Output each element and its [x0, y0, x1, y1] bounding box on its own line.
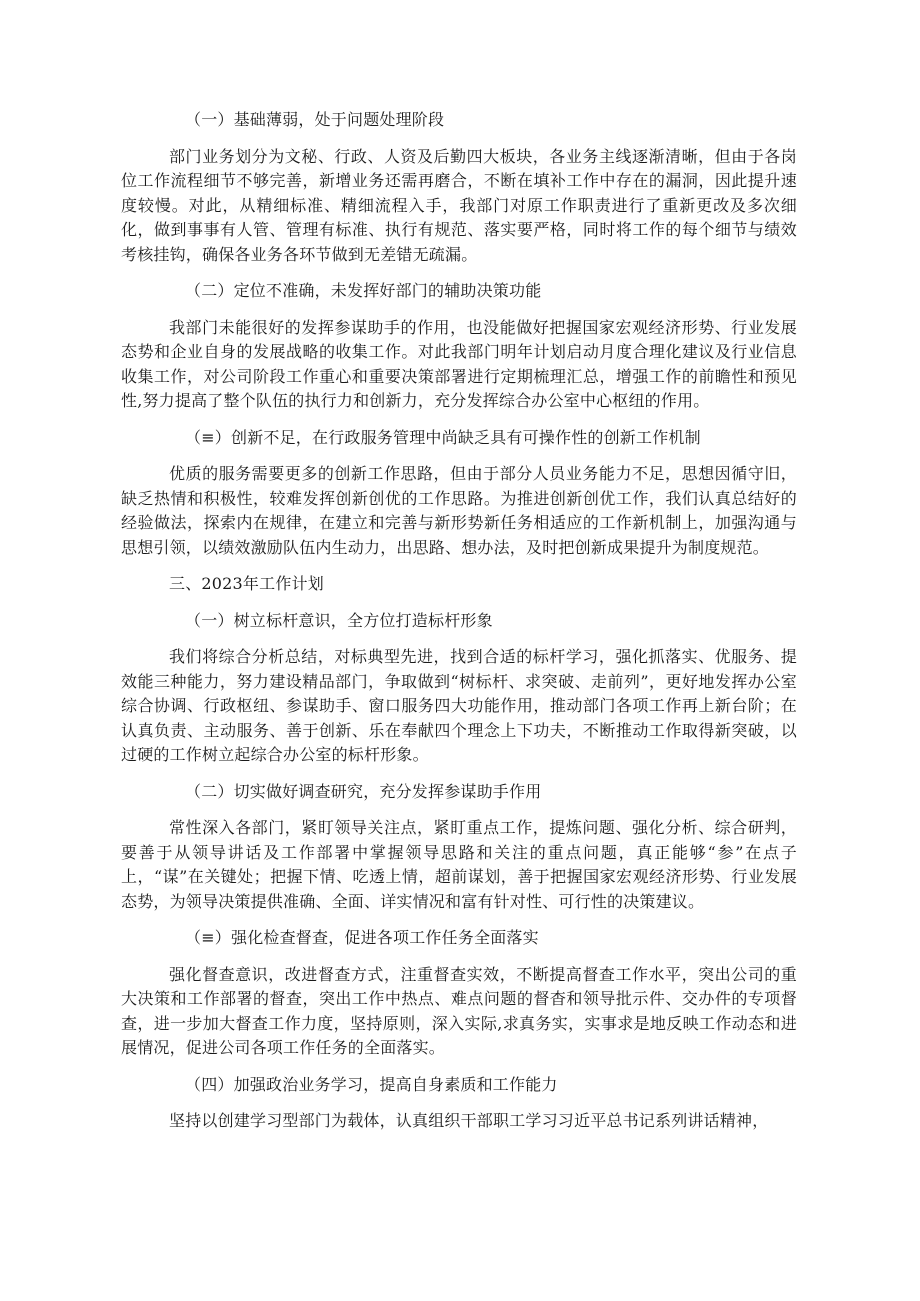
- subsection-heading-3-1: （一）树立标杆意识，全方位打造标杆形象: [185, 610, 493, 630]
- subsection-heading-1-3: （≡）创新不足，在行政服务管理中尚缺乏具有可操作性的创新工作机制: [185, 427, 701, 447]
- subsection-heading-3-4: （四）加强政治业务学习，提高自身素质和工作能力: [185, 1074, 558, 1094]
- paragraph-3-3: 强化督查意识，改进督查方式，注重督查实效，不断提高督查工作水平，突出公司的重大决策和工作部署的督查，突出工作中热点、难点问题的督杳和领导批示件、交办件的专项督查，进一步加大督查工作力度，坚持原则，深入实际,求真务实，实事求是地反映工作动态和进展情况，促进公司各项工作任务的全面落实。: [121, 964, 797, 1057]
- paragraph-3-1: 我们将综合分析总结，对标典型先进，找到合适的标杆学习，强化抓落实、优服务、提效能三种能力，努力建设精品部门，争取做到“树标杆、求突破、走前列”，更好地发挥办公室综合协调、行政枢纽、参谋助手、窗口服务四大功能作用，推动部门各项工作再上新台阶；在认真负责、主动服务、善于创新、乐在奉献四个理念上下功夫，不断推动工作取得新突破，以过硬的工作树立起综合办公室的标杆形象。: [121, 647, 797, 764]
- subsection-heading-3-3: （≡）强化检查督查，促进各项工作任务全面落实: [185, 928, 539, 947]
- paragraph-1-1: 部门业务划分为文秘、行政、人资及后勤四大板块，各业务主线逐渐清晰，但由于各岗位工作流程细节不够完善，新增业务还需再磨合，不断在填补工作中存在的漏洞，因此提升速度较慢。对此，从精细标准、精细流程入手，我部门对原工作职责进行了重新更改及多次细化，做到事事有人管、管理有标准、执行有规范、落实要严格，同时将工作的每个细节与绩效考核挂钩，确保各业务各环节做到无差错无疏漏。: [121, 146, 797, 264]
- document-body: [121, 108, 797, 1146]
- subsection-heading-1-2: （二）定位不准确，未发挥好部门的辅助决策功能: [185, 281, 542, 300]
- subsection-heading-3-2: （二）切实做好调查研究，充分发挥参谋助手作用: [185, 781, 542, 801]
- paragraph-3-4: 坚持以创建学习型部门为载体，认真组织干部职工学习习近平总书记系列讲话精神，: [169, 1111, 769, 1130]
- subsection-heading-1-1: （一）基础薄弱，处于问题处理阶段: [185, 110, 445, 129]
- paragraph-1-2: 我部门未能很好的发挥参谋助手的作用，也没能做好把握国家宏观经济形势、行业发展态势和企业自身的发展战略的收集工作。对此我部门明年计划启动月度合理化建议及行业信息收集工作，对公司阶段工作重心和重要决策部署进行定期梳理汇总，增强工作的前瞻性和预见性,努力提高了整个队伍的执行力和创新力，充分发挥综合办公室中心枢纽的作用。: [121, 317, 797, 410]
- paragraph-1-3: 优质的服务需要更多的创新工作思路，但由于部分人员业务能力不足，思想因循守旧，缺乏热情和积极性，较难发挥创新创优的工作思路。为推进创新创优工作，我们认真总结好的经验做法，探索内在规律，在建立和完善与新形势新任务相适应的工作新机制上，加强沟通与思想引领，以绩效激励队伍内生动力，出思路、想办法，及时把创新成果提升为制度规范。: [121, 464, 797, 557]
- section-heading-3: 三、2023年工作计划: [169, 574, 324, 593]
- paragraph-3-2: 常性深入各部门，紧盯领导关注点，紧盯重点工作，提炼问题、强化分析、综合研判，要善于从领导讲话及工作部署中掌握领导思路和关注的重点问题，真正能够“参”在点子上，“谋”在关键处；把握下情、吃透上情，超前谋划，善于把握国家宏观经济形势、行业发展态势，为领导决策提供准确、全面、详实情况和富有针对性、可行性的决策建议。: [121, 818, 797, 911]
